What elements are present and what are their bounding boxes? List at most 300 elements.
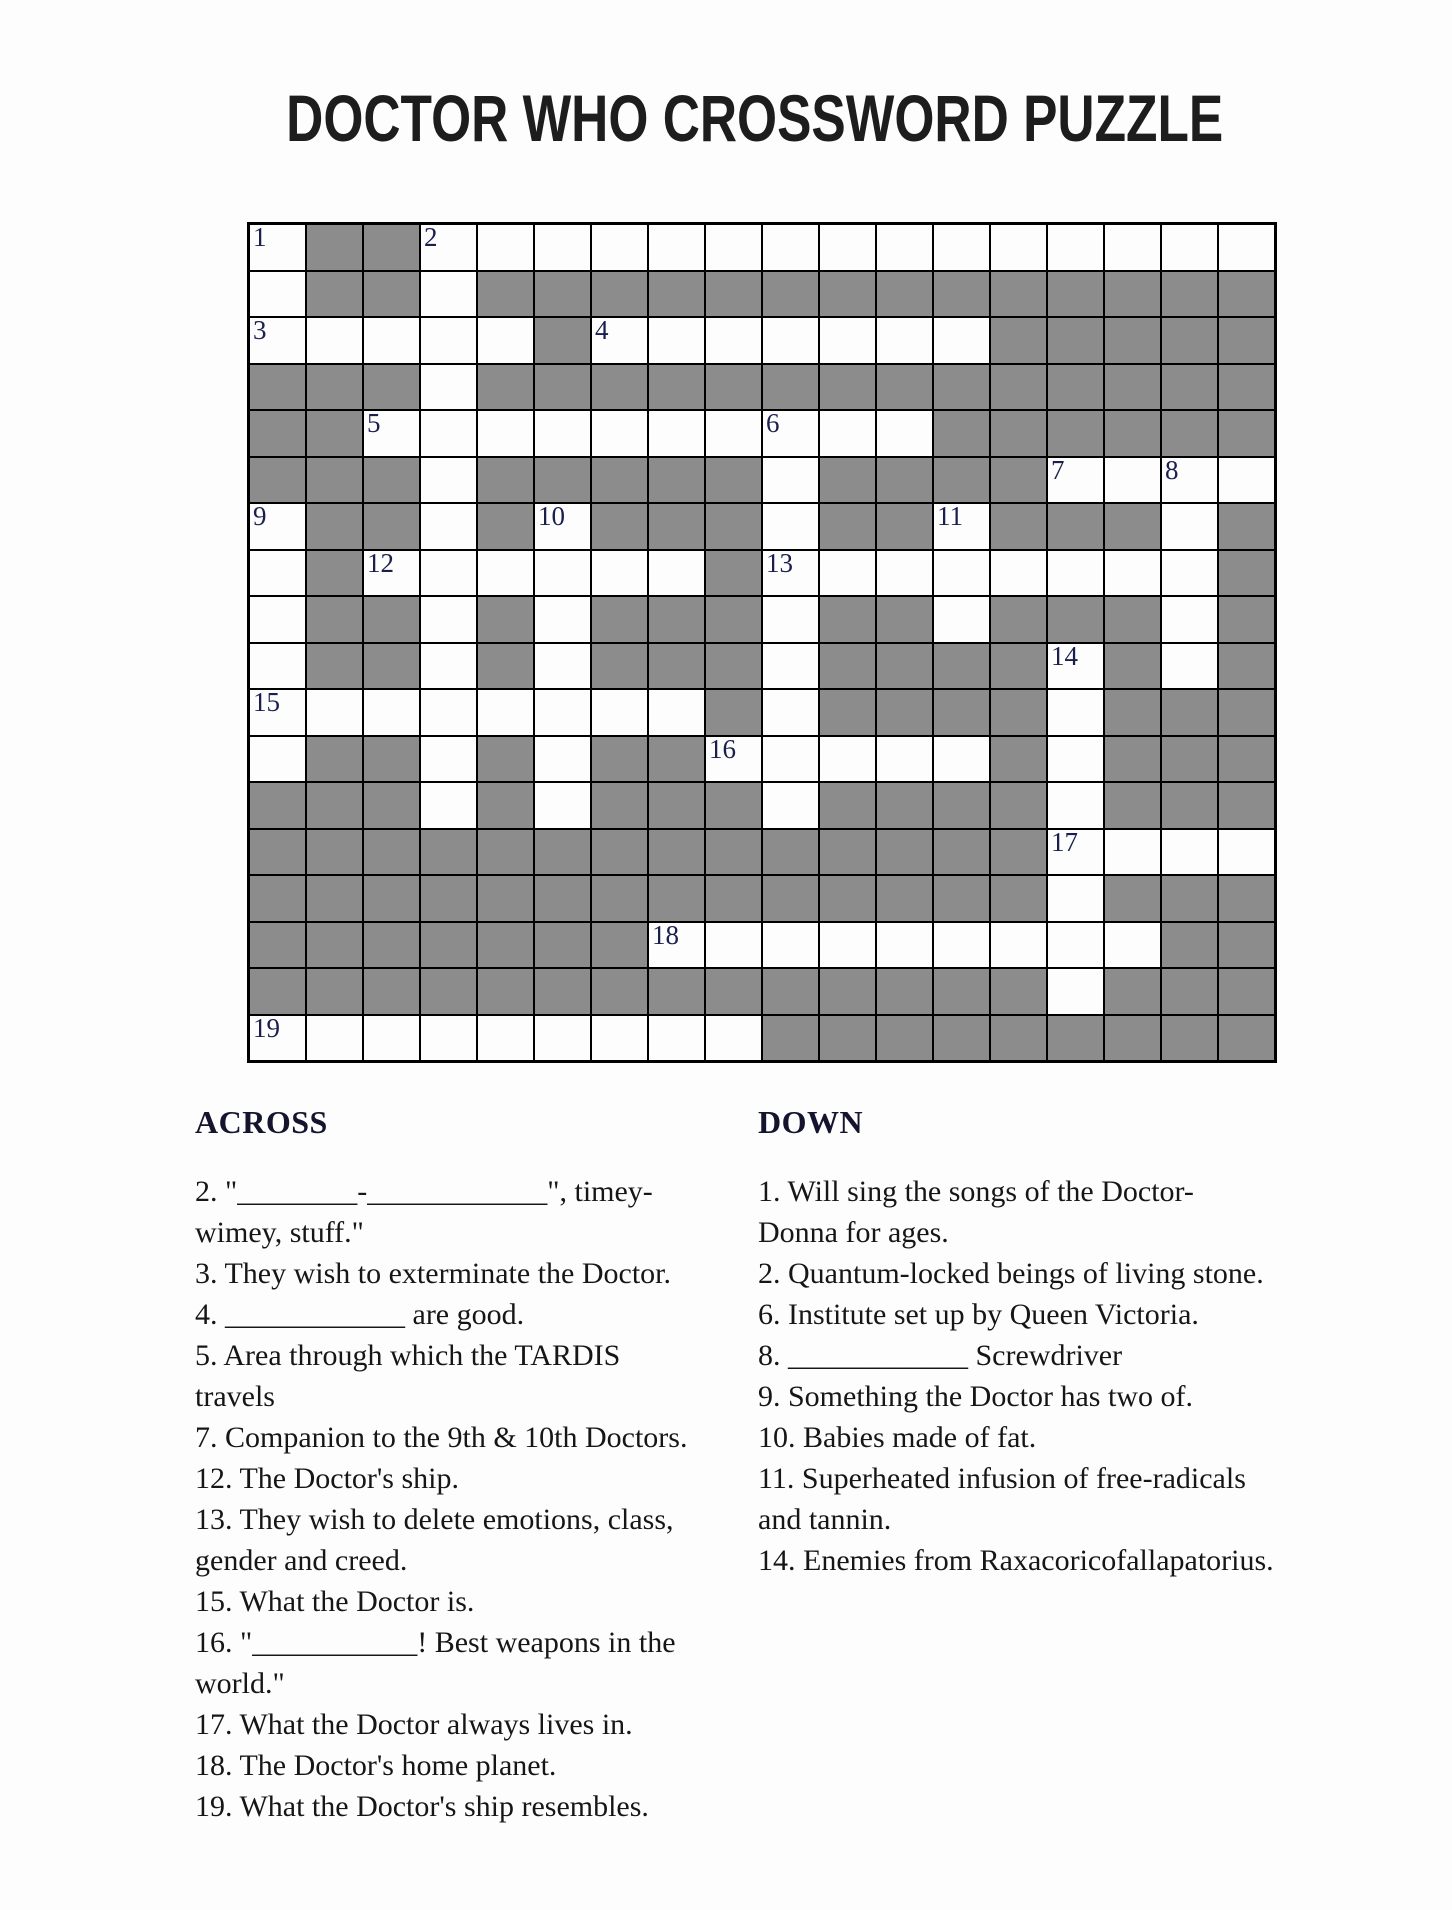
- down-header: DOWN: [758, 1104, 864, 1140]
- block-cell: [706, 969, 761, 1014]
- grid-cell[interactable]: [1219, 830, 1274, 875]
- block-cell: [1105, 1016, 1160, 1061]
- grid-cell[interactable]: [535, 644, 590, 689]
- block-cell: [649, 783, 704, 828]
- block-cell: [991, 876, 1046, 921]
- grid-cell[interactable]: [1048, 876, 1103, 921]
- block-cell: [877, 644, 932, 689]
- grid-cell[interactable]: [535, 411, 590, 456]
- grid-cell[interactable]: [649, 1016, 704, 1061]
- grid-cell[interactable]: [1162, 504, 1217, 549]
- cell-number: 7: [1051, 454, 1065, 485]
- block-cell: [1219, 737, 1274, 782]
- block-cell: [1162, 737, 1217, 782]
- grid-cell[interactable]: [592, 225, 647, 270]
- block-cell: [877, 597, 932, 642]
- grid-cell[interactable]: [820, 318, 875, 363]
- grid-cell[interactable]: [250, 551, 305, 596]
- block-cell: [820, 272, 875, 317]
- grid-cell[interactable]: [421, 504, 476, 549]
- grid-cell[interactable]: [763, 737, 818, 782]
- grid-cell[interactable]: [649, 919, 704, 968]
- block-cell: [364, 225, 419, 270]
- clue-line: 9. Something the Doctor has two of.: [758, 1380, 1193, 1413]
- grid-cell[interactable]: [1048, 783, 1103, 828]
- clue-line: and tannin.: [758, 1503, 892, 1536]
- block-cell: [991, 830, 1046, 875]
- block-cell: [877, 504, 932, 549]
- cell-number: 2: [424, 222, 438, 252]
- block-cell: [421, 923, 476, 968]
- block-cell: [934, 272, 989, 317]
- block-cell: [706, 783, 761, 828]
- block-cell: [1048, 504, 1103, 549]
- block-cell: [649, 504, 704, 549]
- grid-cell[interactable]: [1105, 830, 1160, 875]
- grid-cell[interactable]: [1048, 826, 1103, 875]
- grid-cell[interactable]: [706, 225, 761, 270]
- grid-cell[interactable]: [934, 501, 989, 549]
- block-cell: [1105, 783, 1160, 828]
- grid-cell[interactable]: [364, 408, 419, 456]
- block-cell: [649, 737, 704, 782]
- block-cell: [1219, 969, 1274, 1014]
- grid-cell[interactable]: [1048, 969, 1103, 1014]
- block-cell: [307, 644, 362, 689]
- grid-cell[interactable]: [991, 923, 1046, 968]
- block-cell: [706, 830, 761, 875]
- block-cell: [535, 969, 590, 1014]
- grid-cell[interactable]: [877, 551, 932, 596]
- grid-cell[interactable]: [535, 737, 590, 782]
- block-cell: [820, 504, 875, 549]
- block-cell: [478, 597, 533, 642]
- grid-cell[interactable]: [421, 690, 476, 735]
- grid-cell[interactable]: [478, 411, 533, 456]
- block-cell: [250, 458, 305, 503]
- block-cell: [991, 504, 1046, 549]
- block-cell: [877, 876, 932, 921]
- block-cell: [307, 458, 362, 503]
- block-cell: [478, 830, 533, 875]
- block-cell: [877, 1016, 932, 1061]
- grid-cell[interactable]: [364, 1016, 419, 1061]
- grid-cell[interactable]: [250, 501, 305, 549]
- grid-cell[interactable]: [1105, 225, 1160, 270]
- block-cell: [364, 644, 419, 689]
- cell-number: 13: [766, 547, 793, 578]
- cell-number: 5: [367, 408, 381, 438]
- block-cell: [991, 969, 1046, 1014]
- grid-cell[interactable]: [421, 272, 476, 317]
- grid-cell[interactable]: [592, 551, 647, 596]
- block-cell: [706, 458, 761, 503]
- block-cell: [820, 458, 875, 503]
- grid-cell[interactable]: [649, 690, 704, 735]
- grid-cell[interactable]: [649, 551, 704, 596]
- block-cell: [706, 272, 761, 317]
- block-cell: [1048, 272, 1103, 317]
- grid-cell[interactable]: [1048, 737, 1103, 782]
- block-cell: [535, 272, 590, 317]
- block-cell: [934, 830, 989, 875]
- block-cell: [820, 597, 875, 642]
- block-cell: [877, 365, 932, 410]
- block-cell: [1105, 597, 1160, 642]
- cell-number: 8: [1165, 454, 1179, 485]
- cell-number: 18: [652, 919, 679, 950]
- grid-cell[interactable]: [1219, 458, 1274, 503]
- block-cell: [991, 690, 1046, 735]
- clue-line: 13. They wish to delete emotions, class,: [195, 1503, 674, 1536]
- block-cell: [1162, 365, 1217, 410]
- block-cell: [877, 272, 932, 317]
- grid-cell[interactable]: [877, 225, 932, 270]
- grid-cell[interactable]: [706, 411, 761, 456]
- block-cell: [934, 876, 989, 921]
- block-cell: [1219, 272, 1274, 317]
- block-cell: [307, 876, 362, 921]
- across-section: [195, 1104, 687, 1827]
- block-cell: [1162, 690, 1217, 735]
- grid-cell[interactable]: [478, 551, 533, 596]
- cell-number: 19: [253, 1012, 280, 1043]
- block-cell: [1162, 411, 1217, 456]
- block-cell: [250, 969, 305, 1014]
- cell-number: 1: [253, 222, 267, 252]
- down-clue-list: [758, 1171, 1274, 1581]
- block-cell: [592, 458, 647, 503]
- block-cell: [364, 783, 419, 828]
- block-cell: [478, 504, 533, 549]
- grid-cell[interactable]: [649, 225, 704, 270]
- grid-cell[interactable]: [421, 222, 476, 270]
- clue-line: 10. Babies made of fat.: [758, 1421, 1037, 1454]
- clue-line: world.": [195, 1667, 285, 1700]
- grid-cell[interactable]: [649, 318, 704, 363]
- cell-number: 3: [253, 315, 267, 345]
- block-cell: [592, 504, 647, 549]
- block-cell: [592, 923, 647, 968]
- grid-cell[interactable]: [250, 315, 305, 363]
- grid-cell[interactable]: [478, 318, 533, 363]
- grid-cell[interactable]: [250, 222, 305, 270]
- grid-cell[interactable]: [250, 272, 305, 317]
- block-cell: [1105, 318, 1160, 363]
- block-cell: [478, 272, 533, 317]
- block-cell: [250, 365, 305, 410]
- block-cell: [934, 783, 989, 828]
- grid-cell[interactable]: [1162, 454, 1217, 503]
- block-cell: [478, 458, 533, 503]
- block-cell: [307, 225, 362, 270]
- cell-number: 6: [766, 408, 780, 438]
- block-cell: [364, 969, 419, 1014]
- clue-line: 14. Enemies from Raxacoricofallapatorius.: [758, 1544, 1274, 1577]
- grid-cell[interactable]: [364, 690, 419, 735]
- grid-cell[interactable]: [250, 644, 305, 689]
- block-cell: [592, 876, 647, 921]
- grid-cell[interactable]: [1162, 551, 1217, 596]
- grid-cell[interactable]: [421, 644, 476, 689]
- grid-cell[interactable]: [706, 318, 761, 363]
- block-cell: [820, 876, 875, 921]
- block-cell: [991, 1016, 1046, 1061]
- block-cell: [478, 365, 533, 410]
- grid-cell[interactable]: [934, 737, 989, 782]
- block-cell: [1162, 1016, 1217, 1061]
- grid-cell[interactable]: [1048, 640, 1103, 689]
- block-cell: [478, 737, 533, 782]
- clue-line: 4. ____________ are good.: [195, 1298, 525, 1331]
- grid-cell[interactable]: [421, 783, 476, 828]
- block-cell: [1105, 737, 1160, 782]
- block-cell: [877, 458, 932, 503]
- block-cell: [1219, 318, 1274, 363]
- grid-cell[interactable]: [763, 504, 818, 549]
- grid-cell[interactable]: [592, 1016, 647, 1061]
- grid-cell[interactable]: [763, 458, 818, 503]
- grid-cell[interactable]: [364, 318, 419, 363]
- grid-cell[interactable]: [820, 411, 875, 456]
- grid-cell[interactable]: [820, 923, 875, 968]
- grid-cell[interactable]: [421, 365, 476, 410]
- block-cell: [1048, 365, 1103, 410]
- block-cell: [307, 597, 362, 642]
- block-cell: [421, 830, 476, 875]
- grid-cell[interactable]: [421, 411, 476, 456]
- grid-cell[interactable]: [1048, 551, 1103, 596]
- grid-cell[interactable]: [307, 690, 362, 735]
- clue-line: 8. ____________ Screwdriver: [758, 1339, 1123, 1372]
- block-cell: [934, 1016, 989, 1061]
- block-cell: [1219, 644, 1274, 689]
- grid-cell[interactable]: [250, 597, 305, 642]
- grid-cell[interactable]: [934, 923, 989, 968]
- grid-cell[interactable]: [592, 690, 647, 735]
- grid-cell[interactable]: [535, 597, 590, 642]
- block-cell: [592, 830, 647, 875]
- grid-cell[interactable]: [1048, 454, 1103, 503]
- block-cell: [592, 272, 647, 317]
- block-cell: [1219, 923, 1274, 968]
- grid-cell[interactable]: [877, 923, 932, 968]
- block-cell: [592, 969, 647, 1014]
- grid-cell[interactable]: [1162, 597, 1217, 642]
- grid-cell[interactable]: [1105, 458, 1160, 503]
- block-cell: [421, 969, 476, 1014]
- block-cell: [763, 365, 818, 410]
- grid-cell[interactable]: [250, 737, 305, 782]
- clue-line: 1. Will sing the songs of the Doctor-: [758, 1175, 1194, 1208]
- grid-cell[interactable]: [535, 783, 590, 828]
- block-cell: [1105, 504, 1160, 549]
- block-cell: [535, 458, 590, 503]
- block-cell: [307, 272, 362, 317]
- grid-cell[interactable]: [991, 225, 1046, 270]
- block-cell: [250, 876, 305, 921]
- grid-cell[interactable]: [478, 225, 533, 270]
- block-cell: [649, 830, 704, 875]
- grid-cell[interactable]: [820, 225, 875, 270]
- block-cell: [934, 969, 989, 1014]
- block-cell: [1048, 318, 1103, 363]
- clue-line: 7. Companion to the 9th & 10th Doctors.: [195, 1421, 688, 1454]
- grid-cell[interactable]: [763, 690, 818, 735]
- block-cell: [307, 504, 362, 549]
- grid-cell[interactable]: [991, 551, 1046, 596]
- grid-cell[interactable]: [763, 318, 818, 363]
- grid-cell[interactable]: [1162, 830, 1217, 875]
- block-cell: [364, 597, 419, 642]
- block-cell: [649, 272, 704, 317]
- cell-number: 4: [595, 315, 609, 345]
- grid-cell[interactable]: [1048, 690, 1103, 735]
- block-cell: [535, 923, 590, 968]
- grid-cell[interactable]: [763, 923, 818, 968]
- block-cell: [1162, 783, 1217, 828]
- grid-cell[interactable]: [934, 597, 989, 642]
- block-cell: [934, 458, 989, 503]
- grid-cell[interactable]: [763, 644, 818, 689]
- block-cell: [1105, 969, 1160, 1014]
- grid-cell[interactable]: [421, 318, 476, 363]
- clue-line: 15. What the Doctor is.: [195, 1585, 475, 1618]
- grid-cell[interactable]: [478, 690, 533, 735]
- block-cell: [592, 597, 647, 642]
- grid-cell[interactable]: [1162, 225, 1217, 270]
- cell-number: 14: [1051, 640, 1078, 671]
- block-cell: [421, 876, 476, 921]
- block-cell: [706, 551, 761, 596]
- block-cell: [364, 272, 419, 317]
- cell-number: 11: [937, 501, 963, 531]
- grid-cell[interactable]: [535, 1016, 590, 1061]
- grid-cell[interactable]: [820, 737, 875, 782]
- clue-line: Donna for ages.: [758, 1216, 949, 1249]
- grid-cell[interactable]: [934, 225, 989, 270]
- block-cell: [991, 411, 1046, 456]
- grid-cell[interactable]: [706, 1016, 761, 1061]
- block-cell: [364, 923, 419, 968]
- grid-cell[interactable]: [763, 783, 818, 828]
- down-section: [758, 1104, 1274, 1581]
- page-title-wrap: [58, 80, 1452, 156]
- block-cell: [535, 365, 590, 410]
- block-cell: [1219, 411, 1274, 456]
- block-cell: [991, 597, 1046, 642]
- grid-cell[interactable]: [877, 318, 932, 363]
- grid-cell[interactable]: [649, 411, 704, 456]
- block-cell: [934, 411, 989, 456]
- block-cell: [991, 644, 1046, 689]
- grid-cell[interactable]: [706, 923, 761, 968]
- block-cell: [535, 830, 590, 875]
- grid-cell[interactable]: [763, 408, 818, 456]
- block-cell: [478, 876, 533, 921]
- block-cell: [250, 411, 305, 456]
- grid-cell[interactable]: [307, 318, 362, 363]
- cell-number: 16: [709, 733, 736, 764]
- block-cell: [307, 365, 362, 410]
- block-cell: [763, 969, 818, 1014]
- grid-cell[interactable]: [763, 225, 818, 270]
- grid-cell[interactable]: [535, 690, 590, 735]
- block-cell: [649, 597, 704, 642]
- block-cell: [307, 923, 362, 968]
- block-cell: [250, 923, 305, 968]
- block-cell: [1219, 783, 1274, 828]
- grid-cell[interactable]: [535, 501, 590, 549]
- block-cell: [307, 969, 362, 1014]
- clue-line: 18. The Doctor's home planet.: [195, 1749, 557, 1782]
- grid-cell[interactable]: [421, 551, 476, 596]
- clue-line: 12. The Doctor's ship.: [195, 1462, 459, 1495]
- grid-cell[interactable]: [763, 597, 818, 642]
- grid-cell[interactable]: [592, 411, 647, 456]
- grid-cell[interactable]: [877, 411, 932, 456]
- grid-cell[interactable]: [934, 551, 989, 596]
- block-cell: [307, 551, 362, 596]
- grid-cell[interactable]: [421, 597, 476, 642]
- clue-line: wimey, stuff.": [195, 1216, 364, 1249]
- block-cell: [820, 365, 875, 410]
- grid-cell[interactable]: [421, 737, 476, 782]
- block-cell: [364, 458, 419, 503]
- cell-number: 17: [1051, 826, 1078, 857]
- block-cell: [592, 644, 647, 689]
- grid-cell[interactable]: [1048, 225, 1103, 270]
- block-cell: [763, 876, 818, 921]
- block-cell: [934, 690, 989, 735]
- cell-number: 12: [367, 547, 394, 578]
- block-cell: [478, 644, 533, 689]
- block-cell: [535, 318, 590, 363]
- grid-cell[interactable]: [421, 1016, 476, 1061]
- grid-cell[interactable]: [1048, 923, 1103, 968]
- grid-cell[interactable]: [592, 315, 647, 363]
- grid-cell[interactable]: [478, 1016, 533, 1061]
- grid-cell[interactable]: [307, 1016, 362, 1061]
- grid-cell[interactable]: [706, 733, 761, 782]
- grid-cell[interactable]: [877, 737, 932, 782]
- grid-cell[interactable]: [364, 547, 419, 596]
- block-cell: [1105, 365, 1160, 410]
- block-cell: [934, 644, 989, 689]
- grid-cell[interactable]: [250, 687, 305, 735]
- grid-cell[interactable]: [421, 458, 476, 503]
- block-cell: [820, 690, 875, 735]
- block-cell: [1048, 597, 1103, 642]
- grid-cell[interactable]: [1105, 551, 1160, 596]
- grid-cell[interactable]: [1162, 644, 1217, 689]
- block-cell: [820, 969, 875, 1014]
- block-cell: [592, 365, 647, 410]
- grid-cell[interactable]: [535, 225, 590, 270]
- block-cell: [250, 783, 305, 828]
- grid-cell[interactable]: [934, 318, 989, 363]
- across-header: ACROSS: [195, 1104, 328, 1140]
- block-cell: [364, 830, 419, 875]
- clue-line: travels: [195, 1380, 275, 1413]
- grid-cell[interactable]: [1105, 923, 1160, 968]
- block-cell: [592, 783, 647, 828]
- grid-cell[interactable]: [250, 1012, 305, 1061]
- grid-cell[interactable]: [763, 547, 818, 596]
- grid-cell[interactable]: [820, 551, 875, 596]
- grid-cell[interactable]: [535, 551, 590, 596]
- grid-cell[interactable]: [1219, 225, 1274, 270]
